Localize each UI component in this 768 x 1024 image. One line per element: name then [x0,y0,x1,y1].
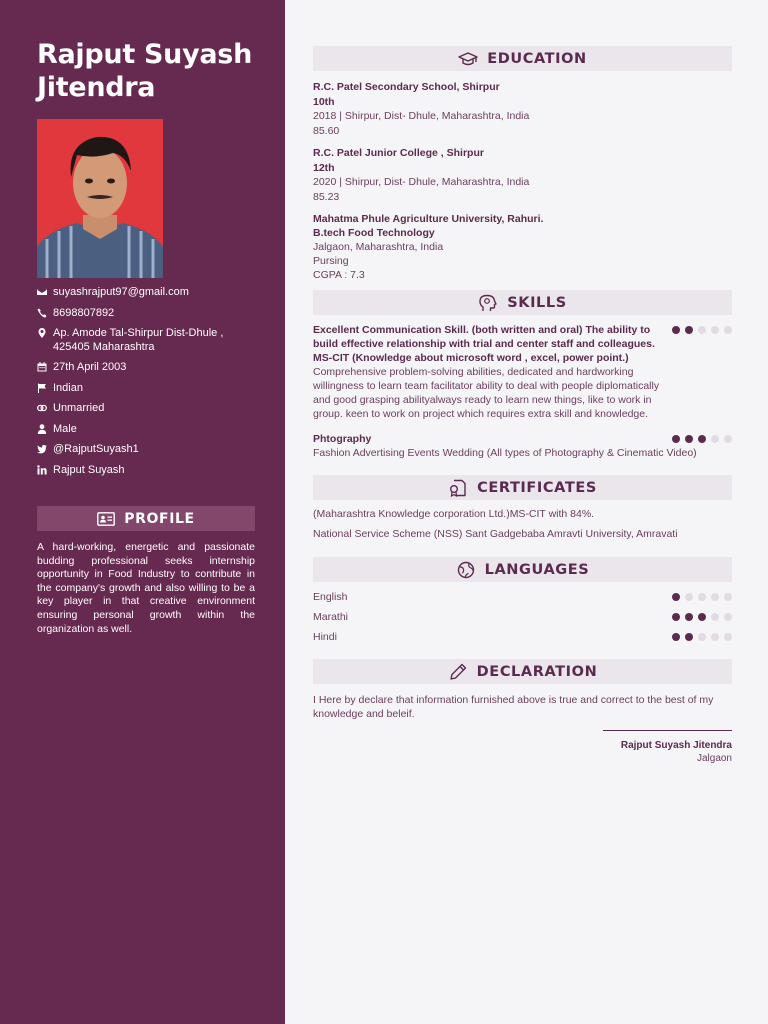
person-icon [37,423,53,434]
flag-icon [37,382,53,393]
globe-icon [456,561,476,579]
skill-rating [672,432,732,443]
certificate-item: National Service Scheme (NSS) Sant Gadgebaba Amravti University, Amravati [313,528,678,540]
education-list [313,80,732,282]
signature-name: Rajput Suyash Jitendra [620,740,732,751]
skill-name: Phtography [313,433,372,445]
id-card-icon [97,512,115,526]
language-name: Hindi [313,631,337,643]
contact-marital-status: Unmarried [37,402,255,416]
contact-phone[interactable]: 8698807892 [37,307,255,321]
head-brain-icon [478,294,498,312]
language-rating [672,613,732,621]
phone-icon [37,307,53,318]
profile-photo [37,119,163,278]
declaration-section-header [313,659,732,684]
pencil-icon [448,663,468,681]
language-rating [672,593,732,601]
rating-dot [698,326,706,334]
education-details: 2018 | Shirpur, Dist- Dhule, Maharashtra, India [313,110,530,122]
rating-dot [698,613,706,621]
rating-dot [685,593,693,601]
education-details: 2020 | Shirpur, Dist- Dhule, Maharashtra, India [313,176,530,188]
rating-dot [685,326,693,334]
linkedin-icon [37,464,53,475]
languages-section-header [313,557,732,582]
contact-email[interactable]: suyashrajput97@gmail.com [37,286,255,300]
language-rating [672,633,732,641]
rating-dot [672,613,680,621]
education-item [313,146,732,204]
education-item [313,80,732,138]
school-name: R.C. Patel Junior College , Shirpur [313,147,484,159]
profile-summary: A hard-working, energetic and passionate budding professional seeks internship opportunity in Food Industry to contribute in the company's growth and also willing to be a key player in that creative environment ensuring personal growth within the organization as well. [37,541,255,635]
certificates-list [313,507,732,541]
rating-dot [724,593,732,601]
school-name: R.C. Patel Secondary School, Shirpur [313,81,500,93]
degree: 10th [313,95,335,108]
location-pin-icon [37,327,53,338]
languages-list [313,587,732,647]
contact-twitter[interactable]: @RajputSuyash1 [37,443,255,457]
main-content [313,46,732,765]
skills-title: SKILLS [507,294,567,311]
contact-address: Ap. Amode Tal-Shirpur Dist-Dhule , 425405 Maharashtra [37,327,255,354]
language-item [313,627,732,647]
declaration-title: DECLARATION [476,663,598,680]
language-name: Marathi [313,611,349,623]
rating-dot [711,435,719,443]
rating-dot [685,435,693,443]
school-name: Mahatma Phule Agriculture University, Rahuri. [313,213,544,225]
sidebar [0,0,285,1024]
mail-icon [37,286,53,297]
calendar-icon [37,361,53,372]
contact-nationality: Indian [37,382,255,396]
education-score: CGPA : 7.3 [313,269,365,281]
rating-dot [672,326,680,334]
rating-dot [685,613,693,621]
skills-section-header [313,290,732,315]
education-section-header [313,46,732,71]
skill-name: Excellent Communication Skill. (both written and oral) The ability to build effective relationship with trial and center staff and colleagues. MS-CIT (Knowledge about microsoft word , excel, power point.) [313,324,655,364]
certificate-icon [448,479,468,497]
rating-dot [672,435,680,443]
degree: 12th [313,161,335,174]
language-name: English [313,591,348,603]
contact-gender: Male [37,423,255,437]
contact-linkedin[interactable]: Rajput Suyash [37,464,255,478]
rating-dot [711,613,719,621]
rating-dot [698,633,706,641]
contact-list [37,286,255,477]
skills-list [313,323,732,460]
rating-dot [711,326,719,334]
rating-dot [711,633,719,641]
skill-rating [672,323,732,334]
rating-dot [724,633,732,641]
education-score: 85.60 [313,124,340,137]
signature-block [603,730,732,765]
rating-dot [672,633,680,641]
certificates-section-header [313,475,732,500]
declaration-text: I Here by declare that information furnished above is true and correct to the best of my knowledge and beleif. [313,694,714,720]
profile-section-header [37,506,255,531]
skill-description: Fashion Advertising Events Wedding (All types of Photography & Cinematic Video) [313,447,697,459]
contact-dob: 27th April 2003 [37,361,255,375]
education-status: Pursing [313,255,349,267]
rating-dot [685,633,693,641]
language-item [313,607,732,627]
rating-dot [711,593,719,601]
rating-dot [724,326,732,334]
rating-dot [724,435,732,443]
rating-dot [724,613,732,621]
profile-title: PROFILE [124,510,195,527]
rating-dot [672,593,680,601]
rating-dot [698,593,706,601]
skill-item [313,432,732,460]
skill-item [313,323,732,421]
certificates-title: CERTIFICATES [477,479,597,496]
certificate-item: (Maharashtra Knowledge corporation Ltd.)MS-CIT with 84%. [313,508,595,520]
signature-place: Jalgaon [696,753,732,764]
languages-title: LANGUAGES [484,561,590,578]
degree: B.tech Food Technology [313,227,435,239]
rings-icon [37,402,53,413]
education-title: EDUCATION [487,50,587,67]
candidate-name: Rajput Suyash Jitendra [37,39,253,103]
graduation-cap-icon [458,50,478,68]
skill-description: Comprehensive problem-solving abilities, dedicated and hardworking willingness to learn team facilitator ability to deal with people diplomatically and good grasping abilityalways ready to learn new things, like to work in group. keen to work on project which requires extra skill and knowledge. [313,366,660,420]
language-item [313,587,732,607]
education-details: Jalgaon, Maharashtra, India [313,241,444,253]
twitter-icon [37,443,53,454]
education-item [313,212,732,282]
education-score: 85.23 [313,190,340,203]
rating-dot [698,435,706,443]
